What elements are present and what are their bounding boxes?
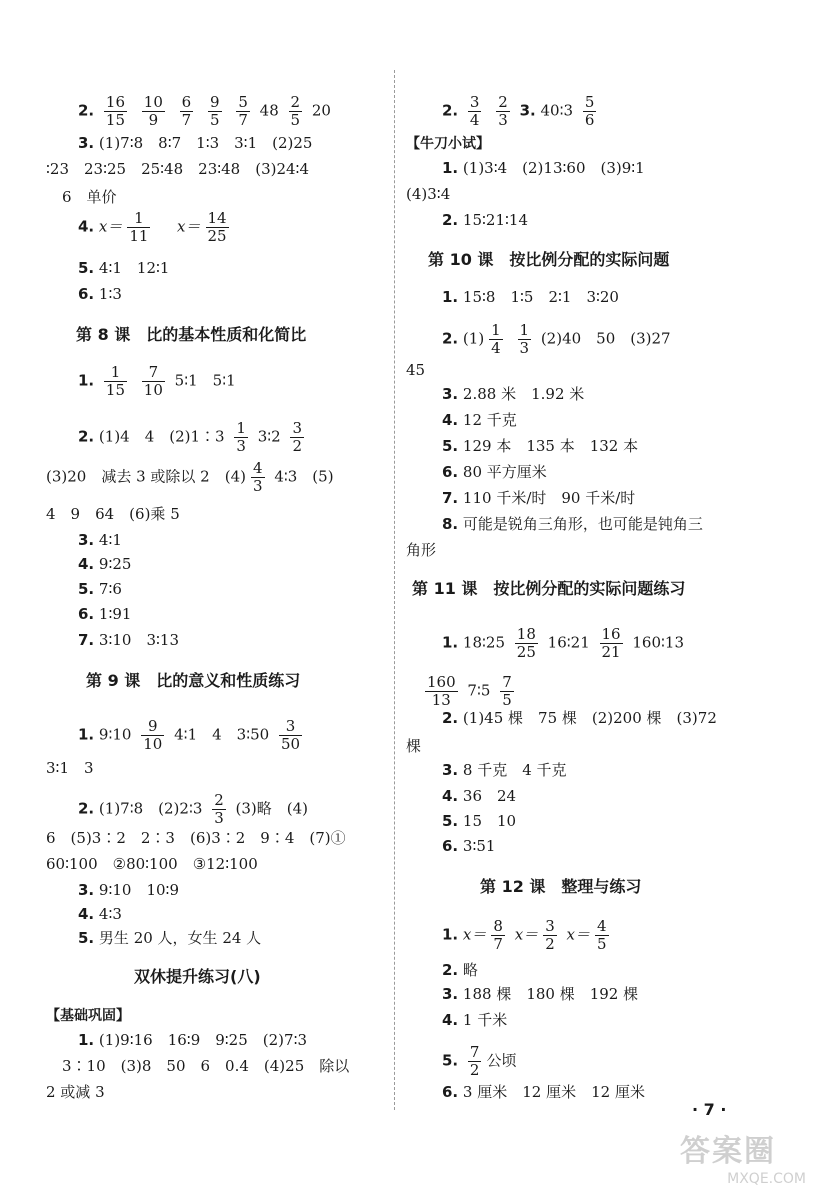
answer-line: 2. (1) $\frac{1}{4}$ $\frac{1}{3}$ (2)40 50 (3)27 bbox=[442, 321, 671, 357]
fraction: $\frac{1}{3}$ bbox=[519, 321, 530, 357]
fraction: $\frac{9}{10}$ bbox=[143, 717, 163, 753]
answer-text: 4∶1 12∶1 bbox=[98, 259, 170, 277]
fraction: $\frac{5}{6}$ bbox=[584, 93, 595, 129]
answer-text: 角形 bbox=[406, 541, 437, 559]
answer-line bbox=[46, 460, 334, 495]
section-tag: 【牛刀小试】 bbox=[406, 136, 490, 152]
answer-text: 4∶1 4 3∶50 bbox=[174, 725, 270, 744]
fraction: $\frac{1}{15}$ bbox=[105, 363, 126, 399]
lesson-heading: 第 9 课 比的意义和性质练习 bbox=[86, 671, 301, 690]
answer-text: 1∶3 bbox=[98, 285, 122, 303]
answer-line: 2. (1)7∶8 (2)2∶3 $\frac{2}{3}$ (3)略 (4) bbox=[78, 791, 309, 827]
answer-line: 5. 7∶6 bbox=[78, 580, 122, 598]
answer-text: 4 9 64 (6)乘 5 bbox=[46, 505, 180, 523]
fraction: $\frac{4}{5}$ bbox=[596, 917, 607, 953]
answer-line: 2. (1)45 棵 75 棵 (2)200 棵 (3)72 bbox=[442, 709, 717, 727]
fraction: $\frac{6}{7}$ bbox=[181, 93, 192, 129]
answer-line: 5. 15 10 bbox=[442, 812, 517, 830]
answer-text: 棵 bbox=[406, 737, 422, 755]
fraction: $\frac{7}{10}$ bbox=[143, 363, 163, 399]
answer-line: 3. 9∶10 10∶9 bbox=[78, 881, 179, 899]
answer-line: 1. $\frac{1}{15}$ $\frac{7}{10}$ 5∶1 5∶1 bbox=[78, 363, 236, 399]
fraction: $\frac{2}{3}$ bbox=[498, 93, 508, 129]
answer-line bbox=[78, 94, 331, 129]
answer-line: 1. 18∶25 $\frac{18}{25}$ 16∶21 $\frac{16}{21}$ 160∶13 bbox=[442, 625, 685, 661]
fraction: $\frac{160}{13}$ bbox=[427, 673, 456, 709]
answer-text: 3∶1 3 bbox=[46, 759, 94, 777]
answer-line: 6. 1∶91 bbox=[78, 605, 132, 623]
answer-line: 5. $\frac{7}{2}$ 公顷 bbox=[442, 1043, 517, 1079]
answer-line: 3. (1)7∶8 8∶7 1∶3 3∶1 (2)25 bbox=[78, 134, 313, 152]
fraction: $\frac{3}{2}$ bbox=[292, 419, 303, 455]
fraction: $\frac{3}{4}$ bbox=[469, 93, 480, 129]
fraction: $\frac{10}{9}$ bbox=[143, 93, 163, 129]
answer-line: 1. x＝ $\frac{8}{7}$ x＝ $\frac{3}{2}$ x＝ $\frac{4}{5}$ bbox=[442, 917, 607, 953]
answer-text: 7∶5 bbox=[467, 681, 491, 700]
answer-text: 9∶10 bbox=[98, 725, 132, 744]
page-number: · 7 · bbox=[692, 1100, 727, 1119]
section-tag: 【基础巩固】 bbox=[46, 1008, 130, 1024]
answer-line: 1. 9∶10 $\frac{9}{10}$ 4∶1 4 3∶50 $\frac{3}{50}$ bbox=[78, 717, 301, 753]
answer-text: 3∶2 bbox=[257, 427, 281, 446]
answer-value: 48 bbox=[259, 101, 279, 120]
answer-line: 6. 3 厘米 12 厘米 12 厘米 bbox=[442, 1083, 645, 1101]
fraction: $\frac{3}{50}$ bbox=[280, 717, 301, 753]
lesson-heading: 第 10 课 按比例分配的实际问题 bbox=[428, 250, 670, 269]
answer-line: 8. 可能是锐角三角形，也可能是钝角三 bbox=[442, 515, 703, 533]
answer-line: 6. 80 平方厘米 bbox=[442, 463, 547, 481]
watermark-logo: 答案圈 MXQE.COM bbox=[680, 1134, 806, 1187]
answer-text: 160∶13 bbox=[632, 633, 685, 652]
answer-text: 6 (5)3∶2 2∶3 (6)3∶2 9∶4 (7)① bbox=[46, 829, 346, 847]
answer-text: 45 bbox=[406, 361, 426, 379]
answer-text: 40∶3 bbox=[540, 101, 574, 120]
answer-line: 2. 15∶21∶14 bbox=[442, 211, 528, 229]
fraction: $\frac{7}{5}$ bbox=[502, 673, 512, 709]
lesson-heading: 第 11 课 按比例分配的实际问题练习 bbox=[412, 579, 686, 598]
answer-text: 2 或减 3 bbox=[46, 1083, 105, 1101]
fraction: $\frac{1}{3}$ bbox=[236, 419, 246, 455]
answer-line: 6. 1∶3 bbox=[78, 285, 122, 303]
answer-line bbox=[420, 674, 519, 709]
answer-line: 3. 8 千克 4 千克 bbox=[442, 761, 567, 779]
answer-text: 16∶21 bbox=[547, 633, 590, 652]
answer-text: (1)7∶8 8∶7 1∶3 3∶1 (2)25 bbox=[98, 134, 313, 152]
answer-text: 3∶10 (3)8 50 6 0.4 (4)25 除以 bbox=[62, 1057, 350, 1075]
answer-line: 4. 1 千米 bbox=[442, 1011, 508, 1029]
item-number: 4. bbox=[78, 217, 95, 236]
answer-line: 2. (1)4 4 (2)1∶3 $\frac{1}{3}$ 3∶2 $\frac{3}{2}$ bbox=[78, 419, 303, 455]
answer-line: 1. (1)9∶16 16∶9 9∶25 (2)7∶3 bbox=[78, 1031, 308, 1049]
answer-line: 7. 110 千米/时 90 千米/时 bbox=[442, 489, 636, 507]
fraction: $\frac{2}{5}$ bbox=[290, 93, 301, 129]
answer-line: 3. 4∶1 bbox=[78, 531, 122, 549]
fraction: $\frac{2}{3}$ bbox=[214, 791, 224, 827]
fraction: $\frac{7}{2}$ bbox=[469, 1043, 480, 1079]
answer-text: (4)3∶4 bbox=[406, 185, 451, 203]
lesson-heading: 第 12 课 整理与练习 bbox=[480, 877, 642, 896]
fraction: $\frac{1}{11}$ bbox=[129, 209, 149, 245]
fraction: $\frac{16}{21}$ bbox=[601, 625, 621, 661]
fraction: $\frac{1}{4}$ bbox=[491, 321, 501, 357]
right-column bbox=[398, 0, 813, 1200]
fraction: $\frac{3}{2}$ bbox=[545, 917, 555, 953]
answer-line: 3. 188 棵 180 棵 192 棵 bbox=[442, 985, 639, 1003]
equation: x＝ bbox=[98, 217, 123, 236]
fraction: $\frac{4}{3}$ bbox=[252, 459, 263, 495]
answer-line: 4. 12 千克 bbox=[442, 411, 517, 429]
column-divider bbox=[394, 70, 395, 1110]
answer-text: (3)略 (4) bbox=[235, 799, 309, 818]
section-heading: 双休提升练习(八) bbox=[134, 967, 261, 986]
fraction: $\frac{5}{7}$ bbox=[238, 93, 248, 129]
lesson-heading: 第 8 课 比的基本性质和化简比 bbox=[76, 325, 307, 344]
answer-line: 4. 4∶3 bbox=[78, 905, 122, 923]
answer-text: 60∶100 ②80∶100 ③12∶100 bbox=[46, 855, 258, 873]
answer-value: 20 bbox=[311, 101, 331, 120]
answer-text: (1)4 4 (2)1∶3 bbox=[98, 427, 225, 446]
answer-text: (3)20 减去 3 或除以 2 (4) bbox=[46, 467, 246, 486]
answer-line: 1. (1)3∶4 (2)13∶60 (3)9∶1 bbox=[442, 159, 645, 177]
answer-text: (2)40 50 (3)27 bbox=[540, 329, 671, 348]
fraction: $\frac{16}{15}$ bbox=[105, 93, 126, 129]
answer-text: 18∶25 bbox=[462, 633, 505, 652]
answer-text: 6 单价 bbox=[62, 188, 117, 206]
equation: x＝ bbox=[177, 217, 201, 236]
answer-line: 4. 9∶25 bbox=[78, 555, 132, 573]
fraction: $\frac{8}{7}$ bbox=[493, 917, 503, 953]
fraction: $\frac{18}{25}$ bbox=[516, 625, 536, 661]
answer-text: 5∶1 5∶1 bbox=[174, 371, 236, 390]
answer-text: (1)7∶8 (2)2∶3 bbox=[98, 799, 203, 818]
item-number: 2. bbox=[78, 101, 95, 120]
answer-text: (1) bbox=[462, 329, 485, 348]
answer-line: 1. 15∶8 1∶5 2∶1 3∶20 bbox=[442, 288, 619, 306]
answer-line: 5. 4∶1 12∶1 bbox=[78, 259, 170, 277]
answer-line: 6. 3∶51 bbox=[442, 837, 496, 855]
fraction: $\frac{9}{5}$ bbox=[210, 93, 220, 129]
answer-line: 2. 略 bbox=[442, 961, 478, 979]
answer-line: 5. 129 本 135 本 132 本 bbox=[442, 437, 639, 455]
answer-line: 2. $\frac{3}{4}$ $\frac{2}{3}$ 3. 40∶3 $\frac{5}{6}$ bbox=[442, 93, 595, 129]
answer-line: 4. 36 24 bbox=[442, 787, 517, 805]
answer-text: ∶23 23∶25 25∶48 23∶48 (3)24∶4 bbox=[46, 160, 310, 178]
answer-line: 3. 2.88 米 1.92 米 bbox=[442, 385, 585, 403]
answer-text: 4∶3 (5) bbox=[274, 467, 334, 486]
answer-line: 7. 3∶10 3∶13 bbox=[78, 631, 179, 649]
unit-text: 公顷 bbox=[486, 1051, 517, 1070]
left-column bbox=[0, 0, 392, 1200]
answer-line bbox=[78, 210, 234, 245]
answer-line: 5. 男生 20 人，女生 24 人 bbox=[78, 929, 262, 947]
fraction: $\frac{14}{25}$ bbox=[207, 209, 227, 245]
